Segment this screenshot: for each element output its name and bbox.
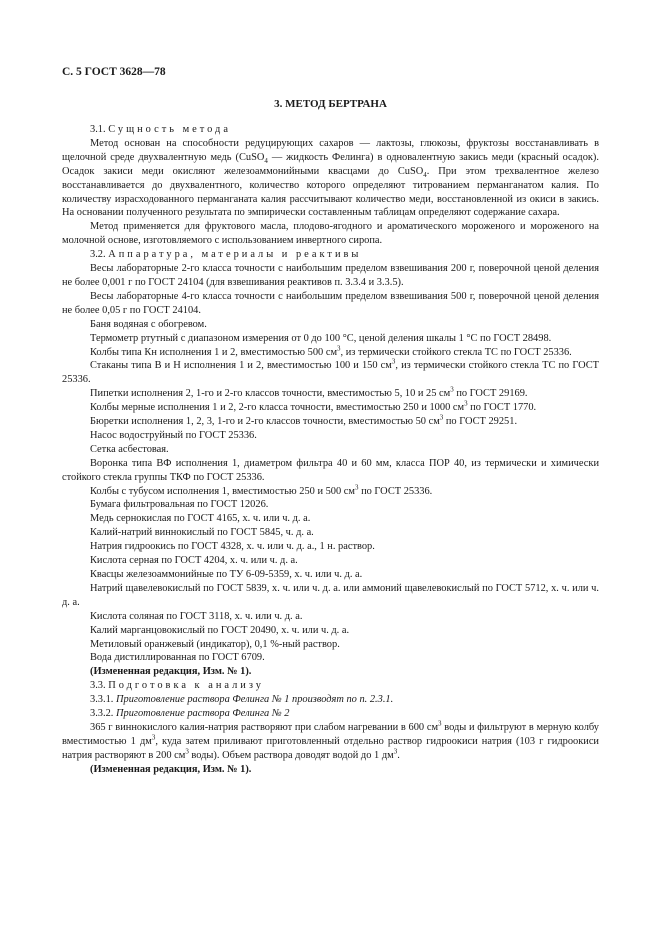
- paragraph: Метод основан на способности редуцирующих сахаров — лактозы, глюкозы, фруктозы восстанавливать в щелочной среде двухвалентную медь (CuSO$_4$ — жидкость Фелинга) в одновалентную закись меди (красный осадок). Осадок закиси меди окисляют железоаммонийными квасцами до CuSO$_4$. При этом трехвалентное железо восстанавливается до двухвалентного, количество которого определяют титрованием перманганатом калия. По количеству израсходованного перманганата калия рассчитывают количество меди, восстановленной из окиси в закись. На основании полученного результата по эмпирически составленным таблицам определяют содержание сахара.: [62, 137, 599, 219]
- list-item: Натрий щавелевокислый по ГОСТ 5839, х. ч. или ч. д. а. или аммоний щавелевокислый по ГОСТ 5712, х. ч. или ч. д. а.: [62, 582, 599, 608]
- list-item: Воронка типа ВФ исполнения 1, диаметром фильтра 40 и 60 мм, класса ПОР 40, из термически и химически стойкого стекла группы ТКФ по ГОСТ 25336.: [62, 457, 599, 483]
- subsection-heading: 3.1. Сущность метода: [90, 124, 231, 135]
- list-item: Сетка асбестовая.: [90, 443, 169, 455]
- subsection-heading: 3.2. Аппаратура, материалы и реактивы: [90, 249, 362, 261]
- list-item: Метиловый оранжевый (индикатор), 0,1 %-ный раствор.: [90, 638, 340, 650]
- list-item: Весы лабораторные 2-го класса точности с наибольшим пределом взвешивания 200 г, поверочной ценой деления не более 0,001 г по ГОСТ 24104 (для взвешивания реактивов п. 3.3.4 и 3.3.5).: [62, 263, 599, 288]
- list-item: Вода дистиллированная по ГОСТ 6709.: [90, 652, 265, 664]
- list-item: Бюретки исполнения 1, 2, 3, 1-го и 2-го классов точности, вместимостью 50 $см^3$ по ГОСТ 29251.: [90, 413, 518, 428]
- list-item: Калий-натрий виннокислый по ГОСТ 5845, ч. д. а.: [90, 527, 314, 539]
- list-item: Калий марганцовокислый по ГОСТ 20490, х. ч. или ч. д. а.: [90, 624, 350, 636]
- list-item: Стаканы типа В и Н исполнения 1 и 2, вместимостью 100 и 150 $см^3$, из термически стойкого стекла ТС по ГОСТ 25336.: [62, 357, 599, 386]
- list-item: Бумага фильтровальная по ГОСТ 12026.: [90, 499, 269, 511]
- paragraph: 365 г виннокислого калия-натрия растворяют при слабом нагревании в 600 $см^3$ воды и фильтруют в мерную колбу вместимостью 1 $дм^3$, куда затем приливают приготовленный отдельно раствор гидроокиси натрия (103 г гидроокиси натрия растворяют в 200 $см^3$ воды). Объем раствора доводят водой до 1 $дм^3$.: [62, 719, 600, 761]
- list-item: Колбы типа Кн исполнения 1 и 2, вместимостью 500 $см^3$, из термически стойкого стекла ТС по ГОСТ 25336.: [90, 344, 572, 358]
- subsection-heading: 3.3. Подготовка к анализу: [90, 680, 264, 692]
- list-item: Пипетки исполнения 2, 1-го и 2-го классов точности, вместимостью 5, 10 и 25 $см^3$ по ГОСТ 29169.: [90, 385, 528, 400]
- list-item: Весы лабораторные 4-го класса точности с наибольшим пределом взвешивания 500 г, поверочной ценой деления не более 0,05 г по ГОСТ 24104.: [62, 290, 599, 316]
- list-item: Термометр ртутный с диапазоном измерения от 0 до 100 °С, ценой деления шкалы 1 °С по ГОСТ 28498.: [90, 332, 552, 344]
- document-body: [62, 123, 599, 777]
- page-header: С. 5 ГОСТ 3628—78: [62, 66, 166, 78]
- list-item: Квасцы железоаммонийные по ТУ 6-09-5359, х. ч. или ч. д. а.: [90, 569, 363, 580]
- list-item: Натрия гидроокись по ГОСТ 4328, х. ч. или ч. д. а., 1 н. раствор.: [90, 541, 375, 553]
- list-item: Баня водяная с обогревом.: [90, 318, 207, 330]
- section-title: 3. МЕТОД БЕРТРАНА: [274, 98, 387, 110]
- edit-note: (Измененная редакция, Изм. № 1).: [90, 763, 252, 775]
- edit-note: (Измененная редакция, Изм. № 1).: [90, 666, 252, 678]
- list-item: Кислота серная по ГОСТ 4204, х. ч. или ч. д. а.: [90, 555, 298, 567]
- paragraph: Метод применяется для фруктового масла, плодово-ягодного и ароматического мороженого и мороженого на молочной основе, изготовляемого с использованием инвертного сиропа.: [62, 221, 599, 247]
- list-item: Колбы мерные исполнения 1 и 2, 2-го класса точности, вместимостью 250 и 1000 $см^3$ по ГОСТ 1770.: [90, 399, 537, 414]
- list-item: Насос водоструйный по ГОСТ 25336.: [90, 429, 257, 441]
- list-item: Кислота соляная по ГОСТ 3118, х. ч. или ч. д. а.: [90, 610, 303, 622]
- subsection-item: 3.3.1. Приготовление раствора Фелинга № 1 производят по п. 2.3.1.: [90, 694, 394, 706]
- list-item: Медь сернокислая по ГОСТ 4165, х. ч. или ч. д. а.: [90, 513, 311, 525]
- list-item: Колбы с тубусом исполнения 1, вместимостью 250 и 500 $см^3$ по ГОСТ 25336.: [90, 483, 433, 497]
- subsection-item: 3.3.2. Приготовление раствора Фелинга № 2: [90, 708, 290, 720]
